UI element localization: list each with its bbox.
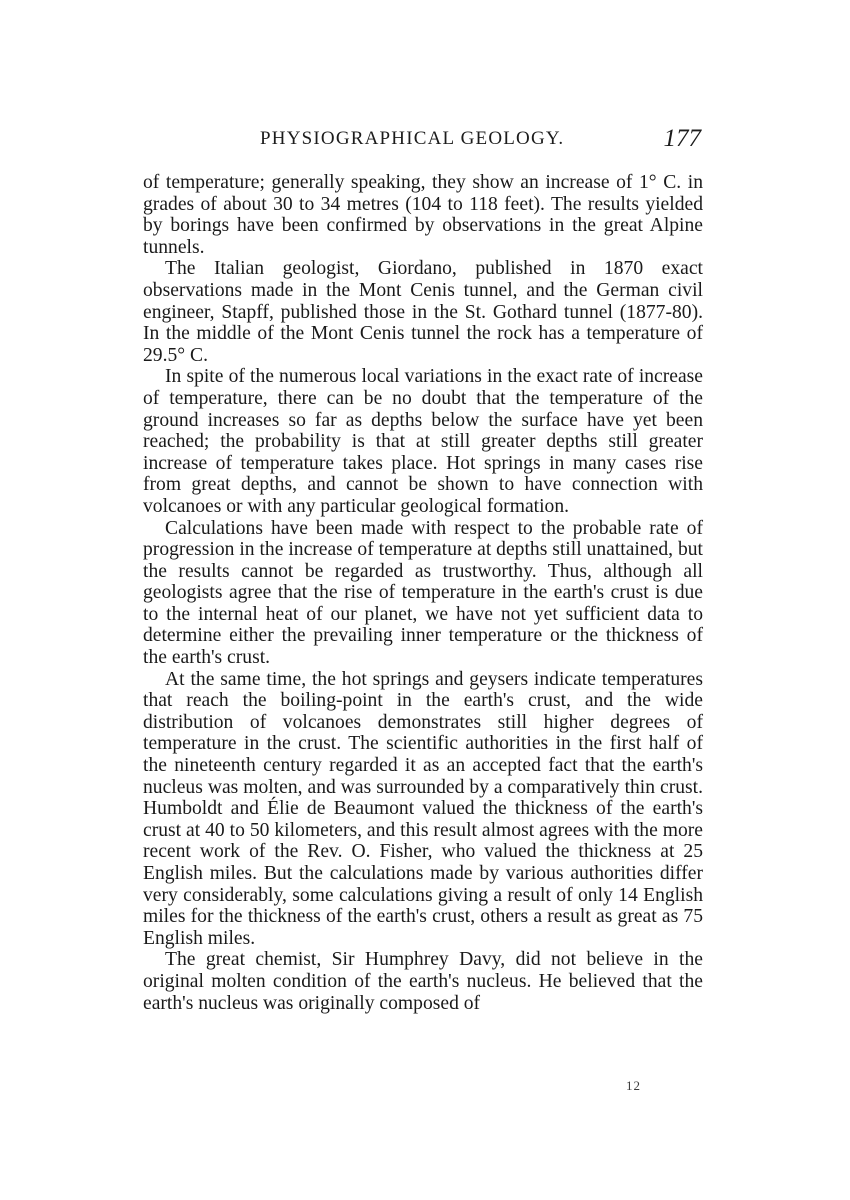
paragraph: of temperature; generally speaking, they show an increase of 1° C. in grades of about 30 to 34 metres (104 to 118 feet). The results yielded by borings have been confirmed by observations in the great Alpine tunnels. (143, 172, 703, 258)
paragraph: The Italian geologist, Giordano, published in 1870 exact observations made in the Mont Cenis tunnel, and the German civil engineer, Stapff, published those in the St. Gothard tunnel (1877-80). In the middle of the Mont Cenis tunnel the rock has a temperature of 29.5° C. (143, 258, 703, 366)
paragraph: The great chemist, Sir Humphrey Davy, did not believe in the original molten condition of the earth's nucleus. He believed that the earth's nucleus was originally composed of (143, 949, 703, 1014)
paragraph: In spite of the numerous local variations in the exact rate of increase of temperature, there can be no doubt that the temperature of the ground increases so far as depths below the surface have yet been reached; the probability is that at still greater depths still greater increase of temperature takes place. Hot springs in many cases rise from great depths, and cannot be shown to have connection with volcanoes or with any particular geological formation. (143, 366, 703, 517)
running-head-title: PHYSIOGRAPHICAL GEOLOGY. (260, 128, 565, 149)
signature-mark: 12 (626, 1078, 641, 1093)
body-text (143, 172, 703, 1014)
running-head (145, 125, 701, 158)
paragraph: Calculations have been made with respect to the probable rate of progression in the increase of temperature at depths still unattained, but the results cannot be regarded as trustworthy. Thus, although all geologists agree that the rise of temperature in the earth's crust is due to the internal heat of our planet, we have not yet sufficient data to determine either the prevailing inner temperature or the thickness of the earth's crust. (143, 517, 703, 669)
paragraph: At the same time, the hot springs and geysers indicate temperatures that reach the boiling-point in the earth's crust, and the wide distribution of volcanoes demonstrates still higher degrees of temperature in the crust. The scientific authorities in the first half of the nineteenth century regarded it as an accepted fact that the earth's nucleus was molten, and was surrounded by a comparatively thin crust. Humboldt and Élie de Beaumont valued the thickness of the earth's crust at 40 to 50 kilometers, and this result almost agrees with the more recent work of the Rev. O. Fisher, who valued the thickness at 25 English miles. But the calculations made by various authorities differ very considerably, some calculations giving a result of only 14 English miles for the thickness of the earth's crust, others a result as great as 75 English miles. (143, 668, 703, 949)
page-number: 177 (663, 125, 701, 152)
